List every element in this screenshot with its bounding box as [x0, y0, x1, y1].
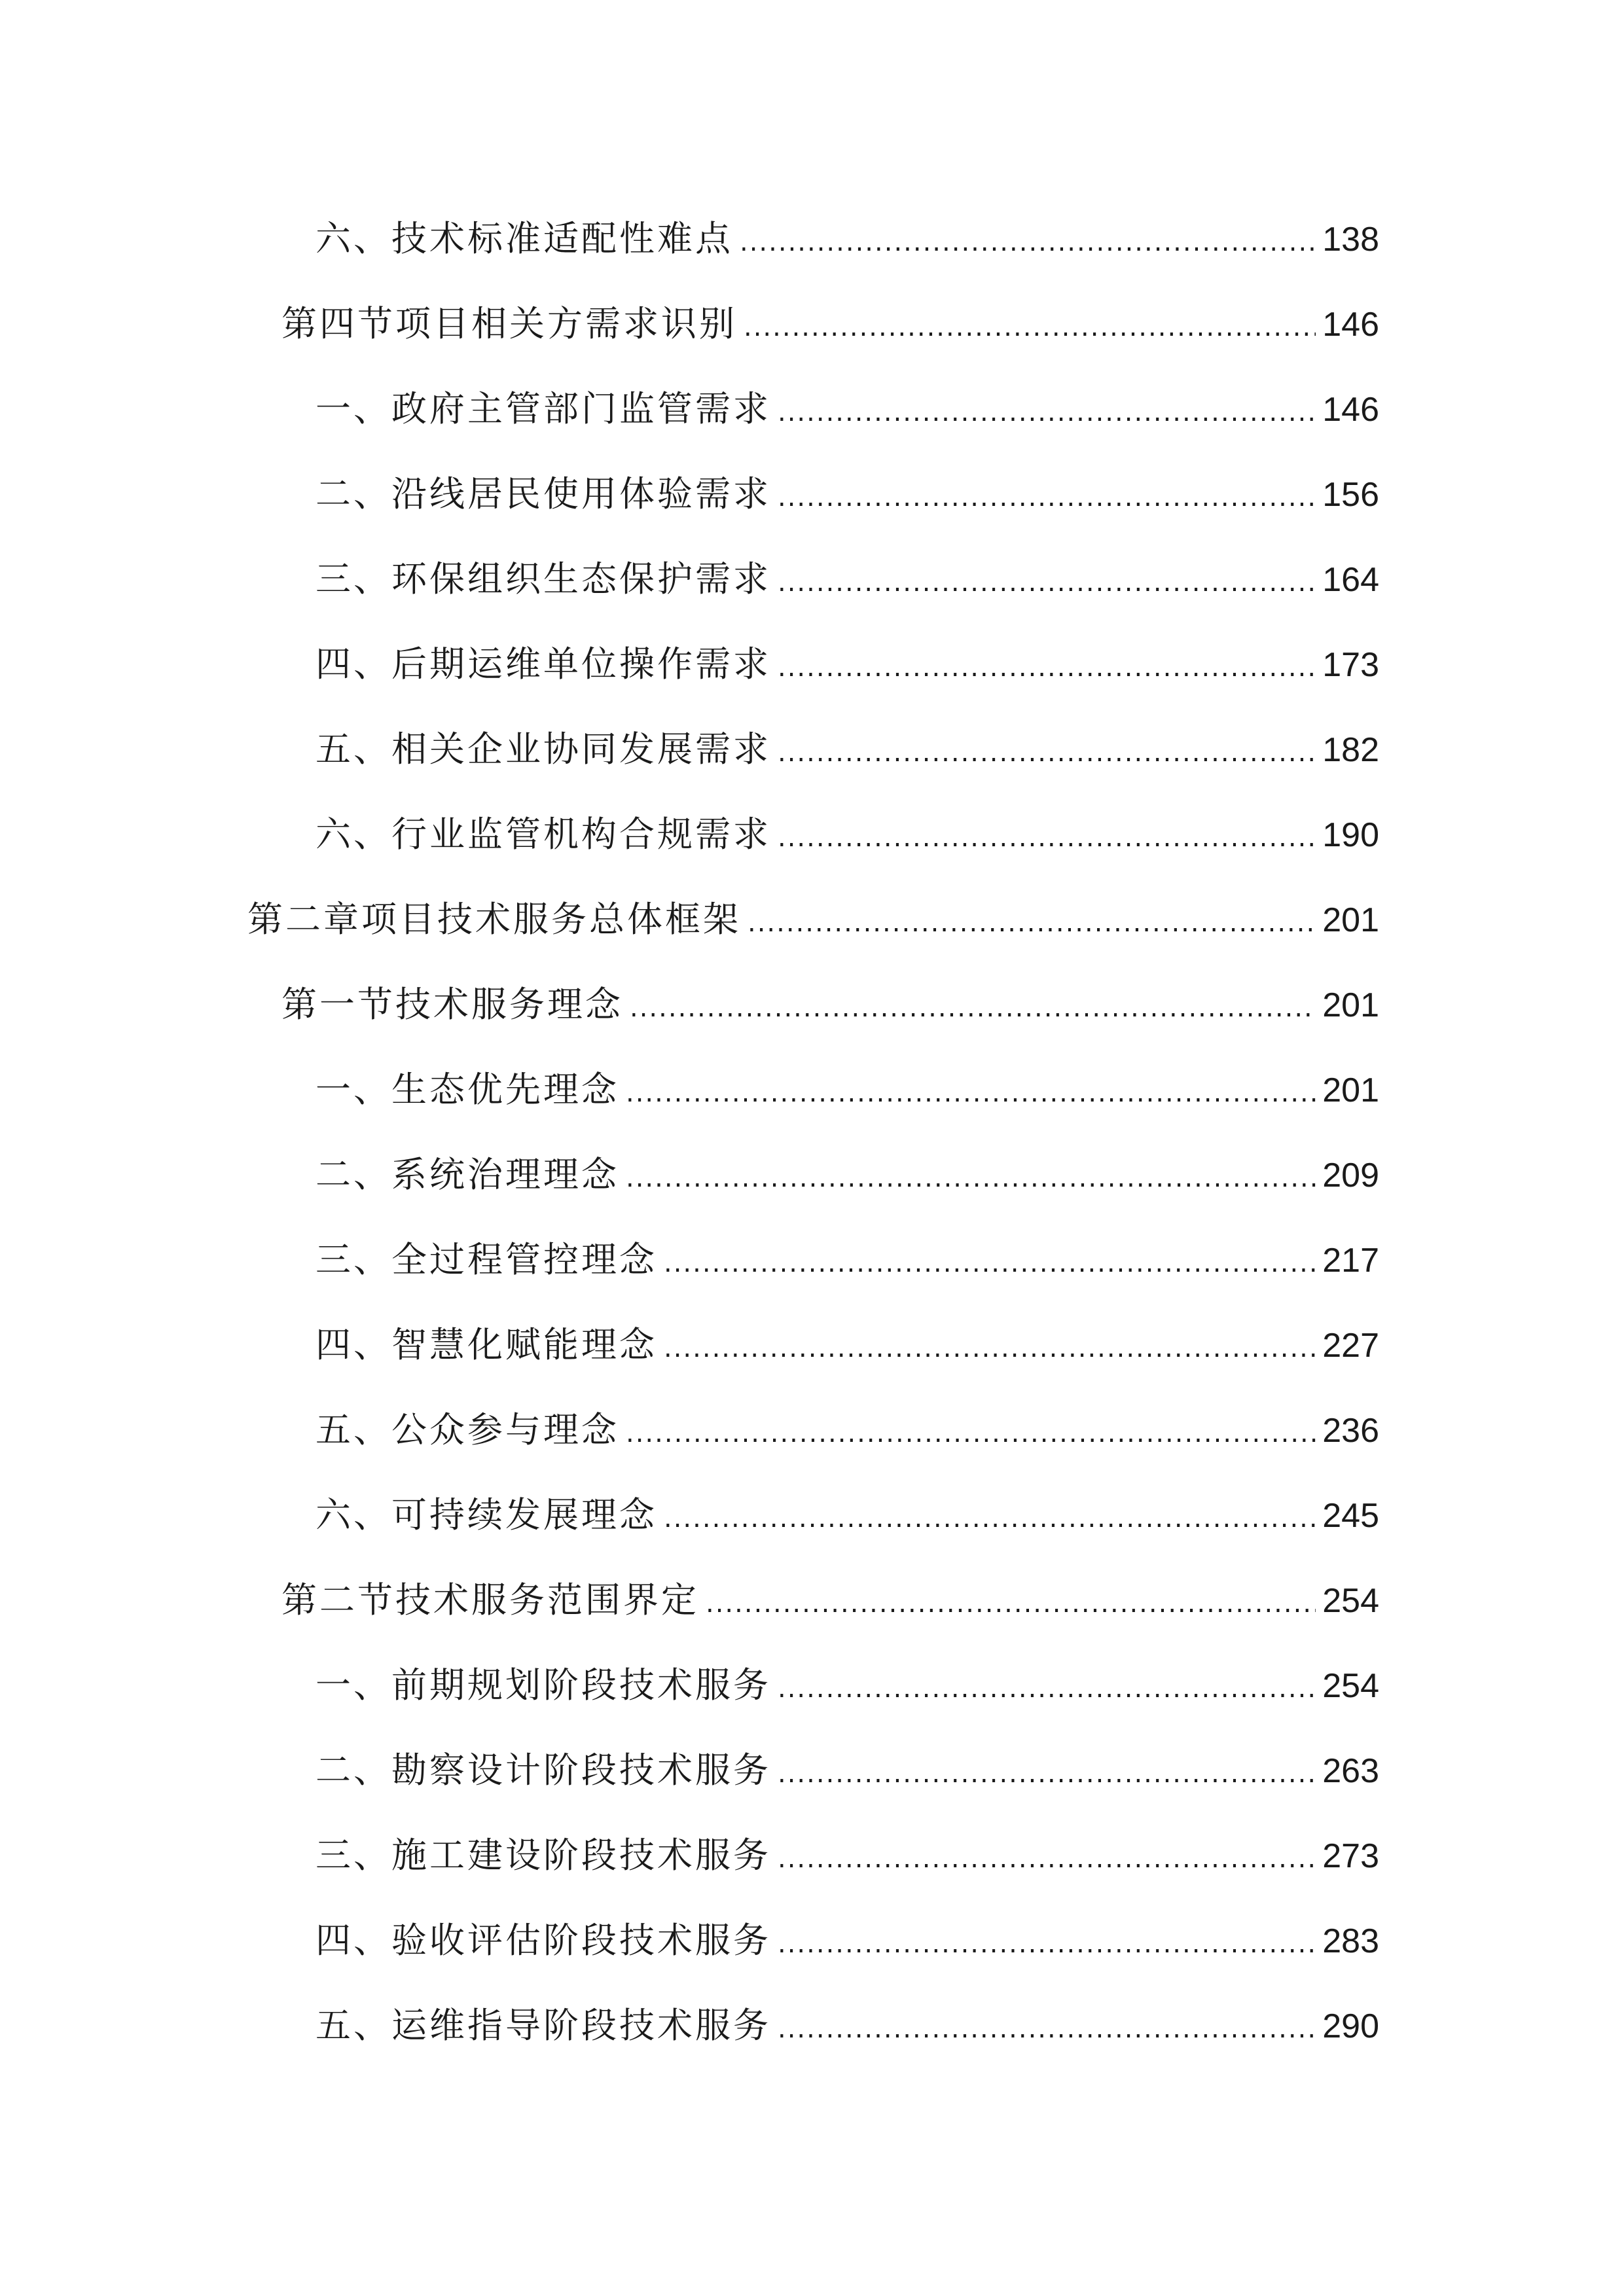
toc-entry-title: 三、全过程管控理念 [316, 1239, 657, 1280]
toc-entry[interactable] [316, 1649, 1379, 1721]
toc-entry-page: 146 [1322, 306, 1379, 344]
toc-entry-title: 一、政府主管部门监管需求 [316, 388, 771, 429]
toc-entry[interactable] [316, 203, 1379, 275]
toc-entry[interactable] [316, 1820, 1379, 1892]
toc-entry-page: 156 [1322, 476, 1379, 514]
toc-entry-title: 一、前期规划阶段技术服务 [316, 1664, 771, 1706]
toc-entry-title: 四、验收评估阶段技术服务 [316, 1920, 771, 1961]
toc-entry[interactable] [316, 373, 1379, 445]
toc-entry-page: 138 [1322, 221, 1379, 259]
toc-entry[interactable] [316, 458, 1379, 530]
toc-leader-dots [778, 802, 1316, 874]
toc-leader-dots [626, 1142, 1316, 1214]
toc-entry-title: 六、技术标准适配性难点 [316, 218, 733, 259]
toc-leader-dots [740, 206, 1316, 278]
toc-entry-title: 一、生态优先理念 [316, 1069, 619, 1110]
toc-leader-dots [778, 1738, 1316, 1810]
toc-entry-title: 六、可持续发展理念 [316, 1494, 657, 1535]
toc-entry-page: 254 [1322, 1667, 1379, 1705]
toc-leader-dots [664, 1312, 1316, 1384]
toc-leader-dots [778, 632, 1316, 704]
toc-entry-page: 245 [1322, 1497, 1379, 1535]
toc-leader-dots [626, 1057, 1316, 1129]
toc-entry[interactable] [316, 1139, 1379, 1211]
toc-entry-title: 第二章项目技术服务总体框架 [247, 899, 741, 940]
toc-entry[interactable] [316, 1734, 1379, 1806]
toc-entry-page: 236 [1322, 1412, 1379, 1450]
toc-entry[interactable] [316, 628, 1379, 700]
toc-leader-dots [664, 1482, 1316, 1554]
toc-entry[interactable] [316, 1394, 1379, 1466]
toc-entry[interactable] [247, 884, 1379, 956]
toc-entry-title: 第一节技术服务理念 [281, 984, 623, 1025]
toc-leader-dots [778, 1823, 1316, 1895]
toc-entry-page: 201 [1322, 986, 1379, 1024]
toc-entry-page: 263 [1322, 1752, 1379, 1790]
toc-entry-title: 三、环保组织生态保护需求 [316, 558, 771, 600]
toc-leader-dots [630, 972, 1316, 1044]
toc-leader-dots [778, 547, 1316, 619]
toc-entry-title: 四、后期运维单位操作需求 [316, 643, 771, 685]
toc-entry-title: 第四节项目相关方需求识别 [281, 303, 737, 344]
toc-entry-page: 190 [1322, 816, 1379, 854]
toc-entry-page: 217 [1322, 1242, 1379, 1280]
toc-entry[interactable] [316, 1479, 1379, 1551]
toc-entry[interactable] [316, 1990, 1379, 2062]
toc-leader-dots [778, 717, 1316, 789]
toc-leader-dots [748, 887, 1316, 959]
toc-leader-dots [778, 1993, 1316, 2065]
toc-entry[interactable] [281, 288, 1379, 360]
toc-entry[interactable] [281, 969, 1379, 1041]
toc-entry-title: 六、行业监管机构合规需求 [316, 814, 771, 855]
toc-leader-dots [744, 291, 1316, 363]
toc-leader-dots [778, 461, 1316, 533]
toc-entry-page: 173 [1322, 646, 1379, 684]
toc-entry-page: 201 [1322, 1071, 1379, 1109]
toc-entry[interactable] [316, 543, 1379, 615]
toc-entry[interactable] [281, 1564, 1379, 1636]
toc-entry-title: 二、勘察设计阶段技术服务 [316, 1749, 771, 1791]
toc-leader-dots [706, 1568, 1316, 1640]
toc-entry-title: 五、公众参与理念 [316, 1409, 619, 1450]
toc-entry-page: 209 [1322, 1157, 1379, 1194]
toc-entry-page: 201 [1322, 901, 1379, 939]
toc-entry-page: 273 [1322, 1837, 1379, 1875]
toc-leader-dots [778, 376, 1316, 448]
toc-entry[interactable] [316, 1905, 1379, 1977]
toc-leader-dots [626, 1397, 1316, 1469]
toc-entry-title: 五、运维指导阶段技术服务 [316, 2005, 771, 2046]
toc-leader-dots [664, 1227, 1316, 1299]
toc-entry-page: 227 [1322, 1327, 1379, 1365]
toc-entry-page: 254 [1322, 1582, 1379, 1620]
toc-entry-title: 第二节技术服务范围界定 [281, 1579, 699, 1621]
toc-leader-dots [778, 1908, 1316, 1980]
toc-entry[interactable] [316, 798, 1379, 870]
toc-entry-page: 283 [1322, 1922, 1379, 1960]
toc-entry[interactable] [316, 1224, 1379, 1296]
toc-entry-page: 290 [1322, 2007, 1379, 2045]
toc-entry[interactable] [316, 1054, 1379, 1126]
toc-entry[interactable] [316, 713, 1379, 785]
toc-entry-page: 182 [1322, 731, 1379, 769]
toc-entry-title: 二、系统治理理念 [316, 1154, 619, 1195]
toc-entry-title: 三、施工建设阶段技术服务 [316, 1835, 771, 1876]
toc-leader-dots [778, 1653, 1316, 1725]
toc-entry-title: 四、智慧化赋能理念 [316, 1324, 657, 1365]
toc-entry-title: 二、沿线居民使用体验需求 [316, 473, 771, 514]
toc-entry-page: 164 [1322, 561, 1379, 599]
toc-entry[interactable] [316, 1309, 1379, 1381]
toc-entry-title: 五、相关企业协同发展需求 [316, 728, 771, 770]
toc-entry-page: 146 [1322, 391, 1379, 429]
